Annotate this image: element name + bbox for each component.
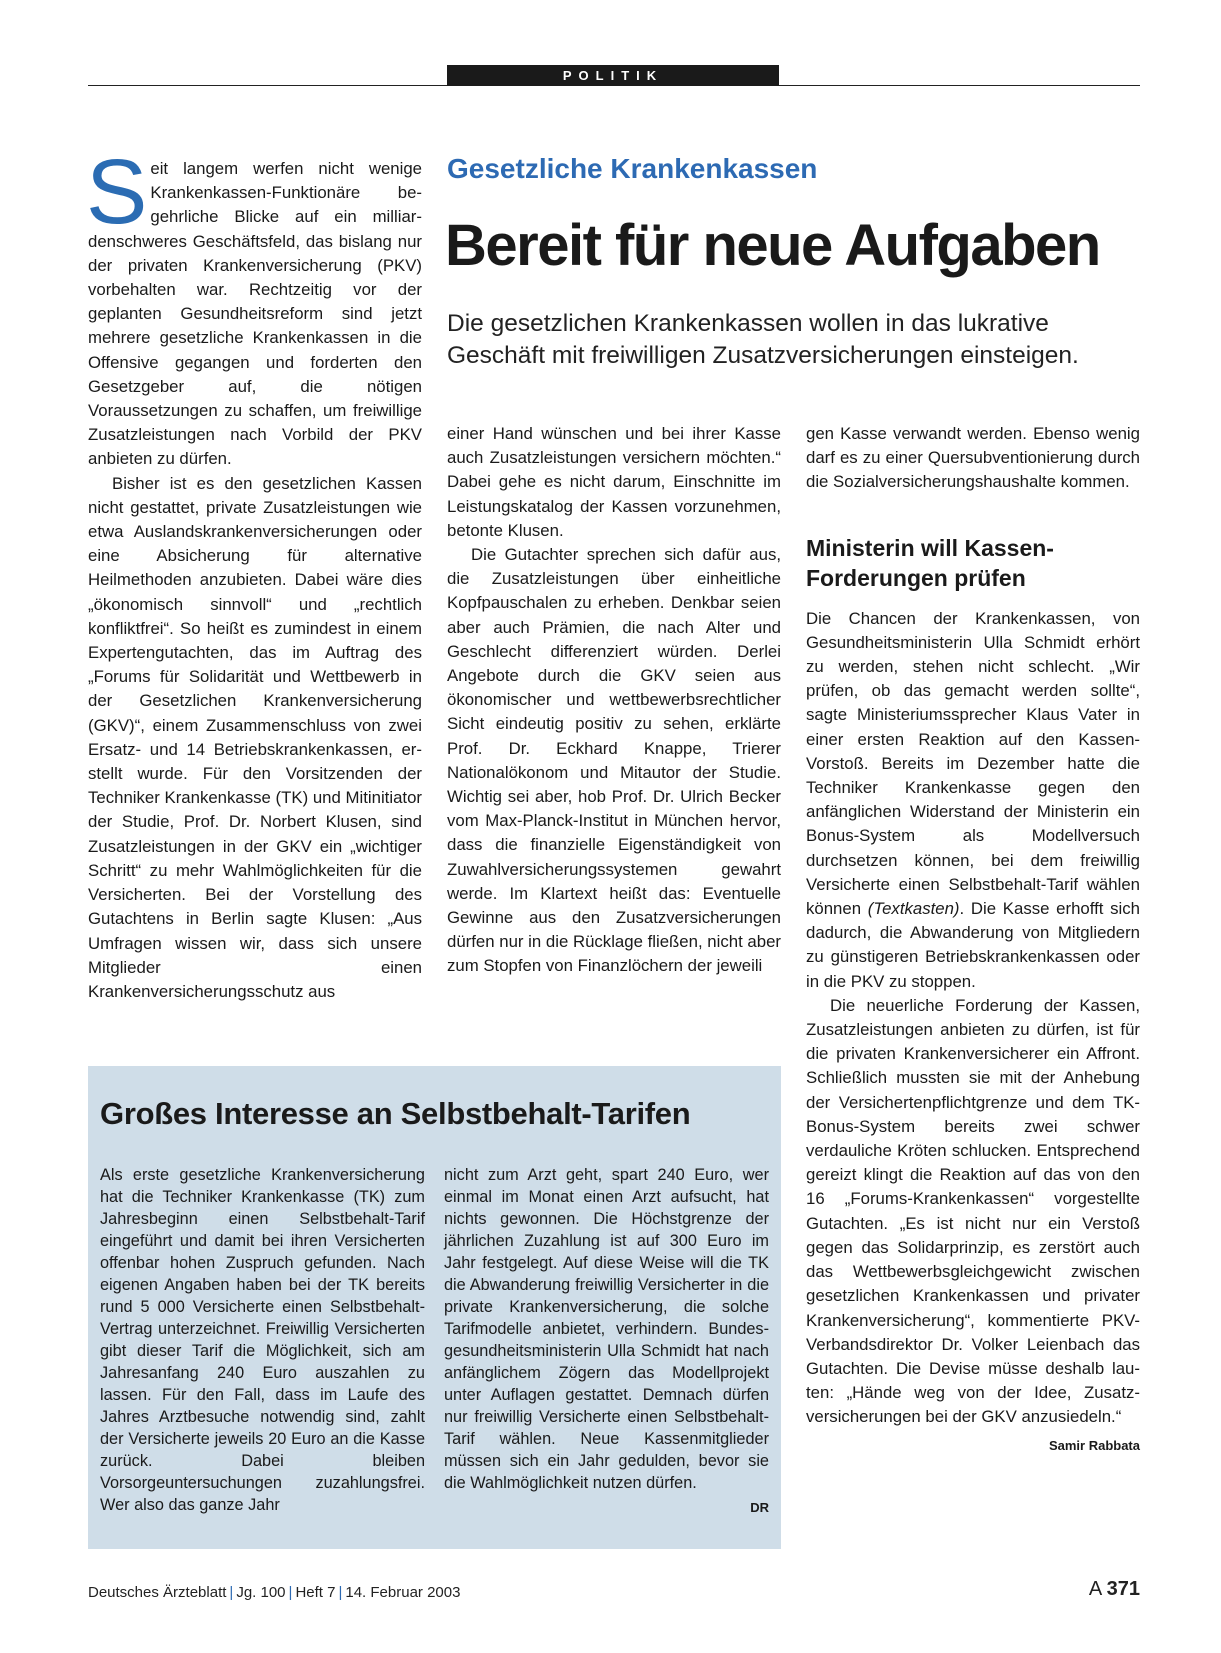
info-box-paragraph: nicht zum Arzt geht, spart 240 Euro, wer einmal im Monat einen Arzt aufsucht, hat nichts gewonnen. Die Höchstgrenze der jährlichen Zuzahlung ist auf 300 Euro im Jahr festgelegt. Auf diese Weise will die TK die Abwanderung freiwillig Versicherter in die private Krankenversicherung, die solche Tarifmodelle anbietet, verhindern. Bundesgesundheitsministerin Ulla Schmidt hat nach anfänglichem Zögern das Modellprojekt unter Auflagen gestattet. Demnach dürfen nur freiwillig Versicherte einen Selbstbehalt-Tarif wählen. Neue Kassenmitglieder müssen sich ein Jahr gedulden, bevor sie die Wahlmöglichkeit nutzen dürfen.: [444, 1166, 769, 1492]
article-column-1: [86, 141, 422, 1004]
article-column-3: [806, 422, 1140, 1458]
info-box-title: Großes Interesse an Selbstbehalt-Tarifen: [100, 1096, 691, 1131]
journal-volume: Jg. 100: [236, 1584, 286, 1601]
info-box-author: DR: [750, 1500, 769, 1515]
info-box-paragraph: Als erste gesetzliche Krankenversicherung hat die Techniker Krankenkasse (TK) zum Jahresbeginn einen Selbstbehalt-Tarif eingeführt und damit bei ihren Versicherten offenbar hohen Zuspruch gefunden. Nach eigenen Angaben haben bei der TK bereits rund 5 000 Versicherte einen Selbstbehalt-Vertrag unterzeichnet. Freiwillig Versicherten gibt dieser Tarif die Möglichkeit, sich am Jahresanfang 240 Euro auszahlen zu lassen. Für den Fall, dass im Laufe des Jahres Arztbesuche notwendig sind, zahlt der Versicherte jeweils 20 Euro an die Kasse zurück. Dabei bleiben Vorsorgeuntersuchungen zuzahlungsfrei. Wer also das ganze Jahr: [100, 1166, 425, 1514]
journal-name: Deutsches Ärzteblatt: [88, 1584, 227, 1601]
paragraph-text: eit langem werfen nicht wenige Krankenkassen-Funktionäre begehrliche Blicke auf ein milliardenschweres Geschäftsfeld, das bislang nur der privaten Krankenversicherung (PKV) vorbehalten war. Rechtzeitig vor der geplanten Gesundheitsreform sind jetzt mehrere gesetzliche Krankenkassen in die Offensive gegangen und forderten den Gesetzgeber auf, die nötigen Voraussetzungen zu schaffen, um freiwillige Zusatzleistungen nach Vorbild der PKV anbieten zu dürfen.: [88, 159, 422, 469]
article-headline: Bereit für neue Aufgaben: [445, 213, 1100, 278]
page-footer: [88, 1584, 460, 1601]
article-lead: Die gesetzlichen Krankenkassen wollen in das lukrative Geschäft mit freiwilligen Zusatzversicherungen einsteigen.: [447, 310, 1079, 369]
article-paragraph: Die neuerliche Forderung der Kassen, Zusatzleistungen anbieten zu dürfen, ist für die privaten Krankenversicherer ein Affront. Schließlich mussten sie mit der Anhebung der Versichertenpflichtgrenze und dem TK-Bonus-System bereits zwei schwer verdauliche Kröten schlucken. Entsprechend gereizt klingt die Reaktion auf das von den 16 „Forums-Krankenkassen“ vorgestellte Gutachten. „Es ist nicht nur ein Verstoß gegen das Solidarprinzip, es zerstört auch das Wettbewerbsgleichgewicht zwischen gesetzlichen Krankenkassen und privater Krankenversicherung“, kommentierte PKV-Verbandsdirektor Dr. Volker Leienbach das Gutachten. Die Devise müsse deshalb lauten: „Hände weg von der Idee, Zusatzversicherungen bei der GKV anzusiedeln.“: [806, 995, 1140, 1427]
paragraph-text: . Die Kasse erhofft sich dadurch, die Abwanderung von Mitgliedern zu günstigeren Betriebskrankenkassen oder in die PKV zu stoppen.: [806, 899, 1140, 991]
footer-separator: |: [338, 1584, 343, 1601]
issue-date: 14. Februar 2003: [345, 1584, 461, 1601]
article-paragraph: [86, 141, 422, 472]
section-label: POLITIK: [447, 65, 779, 86]
page-number: [1089, 1578, 1140, 1601]
footer-separator: |: [229, 1584, 234, 1601]
article-paragraph: gen Kasse verwandt werden. Ebenso wenig darf es zu einer Quersubventionierung durch die Sozialversicherungshaushalte kommen.: [806, 424, 1140, 492]
article-paragraph: [806, 607, 1140, 994]
article-subheading: Ministerin will Kassen-Forderungen prüfen: [806, 534, 1054, 591]
paragraph-text: Die Chancen der Krankenkassen, von Gesundheitsministerin Ulla Schmidt erhört zu werden, stehen nicht schlecht. „Wir prüfen, ob das gemacht werden sollte“, sagte Ministeriumssprecher Klaus Vater in einer ersten Reaktion auf den Kassen-Vorstoß. Bereits im Dezember hatte die Techniker Krankenkasse gegen den anfänglichen Widerstand der Ministerin ein Bonus-System als Modellversuch durchsetzen können, bei dem freiwillig Versicherte einen Selbstbehalt-Tarif wählen können: [806, 608, 1140, 919]
article-paragraph: einer Hand wünschen und bei ihrer Kasse auch Zusatzleistungen versichern möchten.“ Dabei gehe es nicht darum, Einschnitte im Leistungskatalog der Kassen vorzunehmen, betonte Klusen.: [447, 424, 781, 540]
info-box-column-1: [100, 1164, 425, 1516]
drop-cap: S: [86, 141, 148, 243]
article-column-2: [447, 422, 781, 979]
article-kicker: Gesetzliche Krankenkassen: [447, 153, 818, 184]
paragraph-reference: (Textkasten): [867, 899, 960, 919]
article-paragraph: Bisher ist es den gesetzlichen Kassen nicht gestattet, private Zusatzleistungen wie etwa Auslandskrankenversicherungen oder eine Absicherung für alternative Heilmethoden anzubieten. Dabei wäre dies „ökonomisch sinnvoll“ und „rechtlich konfliktfrei“. So heißt es zumindest in einem Expertengutachten, das im Auftrag des „Forums für Solidarität und Wettbewerb in der Gesetzlichen Krankenversicherung (GKV)“, einem Zusammenschluss von zwei Ersatz- und 14 Betriebskrankenkassen, erstellt wurde. Für den Vorsitzenden der Techniker Krankenkasse (TK) und Mitinitiator der Studie, Prof. Dr. Norbert Klusen, sind Zusatzleistungen in der GKV ein „wichtiger Schritt“ zu mehr Wahlmöglichkeiten für die Versicherten. Bei der Vorstellung des Gutachtens in Berlin sagte Klusen: „Aus Umfragen wissen wir, dass sich unsere Mitglieder einen Krankenversicherungsschutz aus: [88, 473, 422, 1001]
footer-separator: |: [288, 1584, 293, 1601]
info-box: [88, 1066, 781, 1549]
journal-issue: Heft 7: [295, 1584, 336, 1601]
page-prefix: A: [1088, 1578, 1102, 1600]
article-paragraph: Die Gutachter sprechen sich dafür aus, die Zusatzleistungen über einheitliche Kopfpauschalen zu erheben. Denkbar seien aber auch Prämien, die nach Alter und Geschlecht differenziert würden. Derlei Angebote durch die GKV seien aus ökonomischer und wettbewerbsrechtlicher Sicht eindeutig positiv zu sehen, erklärte Prof. Dr. Eckhard Knappe, Trierer Nationalökonom und Mitautor der Studie. Wichtig sei aber, hob Prof. Dr. Ulrich Becker vom Max-Planck-Institut in München hervor, dass die finanzielle Eigenständigkeit von Zuwahlversicherungssystemen gewahrt werde. Im Klartext heißt das: Eventuelle Gewinne aus den Zusatzversicherungen dürfen nur in die Rücklage fließen, nicht aber zum Stopfen von Finanzlöchern der jeweili: [447, 545, 781, 976]
article-author: Samir Rabbata: [1048, 1437, 1140, 1453]
page-number-value: 371: [1106, 1578, 1140, 1600]
info-box-column-2: [444, 1164, 769, 1519]
